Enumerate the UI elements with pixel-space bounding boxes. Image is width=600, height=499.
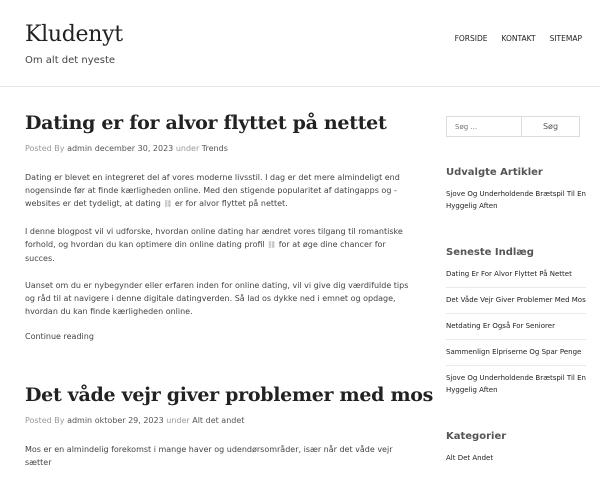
- paragraph-text: I denne blogpost vil vi udforske, hvordan online dating har ændret vores tilgang til romantiske forhold, og hvordan du kan optimere din online dating profil: [25, 227, 403, 249]
- meta-author[interactable]: admin: [67, 416, 93, 425]
- categories-widget: [446, 431, 586, 471]
- post-title[interactable]: Dating er for alvor flyttet på nettet: [25, 112, 387, 134]
- recent-post-link[interactable]: Sammenlign Elpriserne Og Spar Penge: [446, 346, 586, 366]
- excerpt-paragraph: [25, 225, 410, 265]
- external-link-icon[interactable]: ⛓: [267, 241, 277, 249]
- meta-posted-by: Posted By: [25, 144, 65, 153]
- meta-under: under: [175, 144, 200, 153]
- category-link[interactable]: Alt Det Andet: [446, 454, 494, 462]
- nav-item-forside[interactable]: FORSIDE: [454, 34, 488, 43]
- featured-articles-widget: [446, 167, 586, 219]
- excerpt-paragraph: [25, 171, 410, 211]
- site-title[interactable]: Kludenyt: [25, 22, 123, 47]
- widget-title: Udvalgte Artikler: [446, 167, 543, 178]
- post-meta: [25, 144, 410, 153]
- search-form: [446, 116, 586, 137]
- featured-article-link[interactable]: Sjove Og Underholdende Brætspil Til En Hyggelig Aften: [446, 190, 586, 210]
- sidebar: [446, 116, 586, 499]
- excerpt-paragraph: Uanset om du er nybegynder eller erfaren inden for online dating, vil vi give dig værdifulde tips og råd til at navigere i denne digitale datingverden. Så lad os dykke ned i emnet og opdage, hvordan du kan finde kærligheden online.: [25, 281, 409, 316]
- post-excerpt: [25, 443, 410, 469]
- post-excerpt: [25, 171, 410, 318]
- post-meta: [25, 416, 410, 425]
- nav-item-sitemap[interactable]: SITEMAP: [549, 34, 582, 43]
- recent-post-link[interactable]: Netdating Er Også For Seniorer: [446, 320, 586, 340]
- widget-title: Kategorier: [446, 431, 507, 442]
- search-input[interactable]: [446, 116, 522, 137]
- widget-title: Seneste Indlæg: [446, 247, 534, 258]
- meta-posted-by: Posted By: [25, 416, 65, 425]
- recent-posts-widget: [446, 247, 586, 403]
- site-tagline: Om alt det nyeste: [25, 55, 116, 66]
- meta-under: under: [166, 416, 190, 425]
- post-article: [25, 384, 434, 469]
- paragraph-text-end: for at øge dine chancer for succes.: [25, 240, 386, 263]
- paragraph-text: Dating er blevet en integreret del af vores moderne livsstil. I dag er det mere almindeligt end nogensinde før at finde kærligheden online. Med den stigende popularitet af datingapps og -websites er det tydeligt, at dating: [25, 173, 400, 208]
- site-header: [0, 0, 600, 87]
- paragraph-text-end: er for alvor flyttet på nettet.: [174, 199, 288, 208]
- main-nav: [455, 34, 582, 43]
- search-button[interactable]: Søg: [522, 116, 580, 137]
- main-content: [25, 112, 434, 483]
- excerpt-paragraph: Mos er en almindelig forekomst i mange haver og udendørsområder, især når det våde vejr sætter: [25, 445, 393, 467]
- meta-date[interactable]: december 30, 2023: [94, 144, 174, 153]
- recent-post-link[interactable]: Dating Er For Alvor Flyttet På Nettet: [446, 268, 586, 288]
- post-article: [25, 112, 410, 341]
- recent-post-link[interactable]: Det Våde Vejr Giver Problemer Med Mos: [446, 294, 586, 314]
- continue-reading-link[interactable]: Continue reading: [25, 332, 94, 341]
- meta-category[interactable]: Alt det andet: [192, 416, 245, 425]
- external-link-icon[interactable]: ⛓: [163, 200, 173, 208]
- recent-post-link[interactable]: Sjove Og Underholdende Brætspil Til En Hyggelig Aften: [446, 374, 586, 394]
- meta-category[interactable]: Trends: [201, 144, 228, 153]
- nav-item-kontakt[interactable]: KONTAKT: [501, 34, 536, 43]
- post-title[interactable]: Det våde vejr giver problemer med mos: [25, 384, 434, 406]
- meta-date[interactable]: oktober 29, 2023: [94, 416, 164, 425]
- meta-author[interactable]: admin: [67, 144, 93, 153]
